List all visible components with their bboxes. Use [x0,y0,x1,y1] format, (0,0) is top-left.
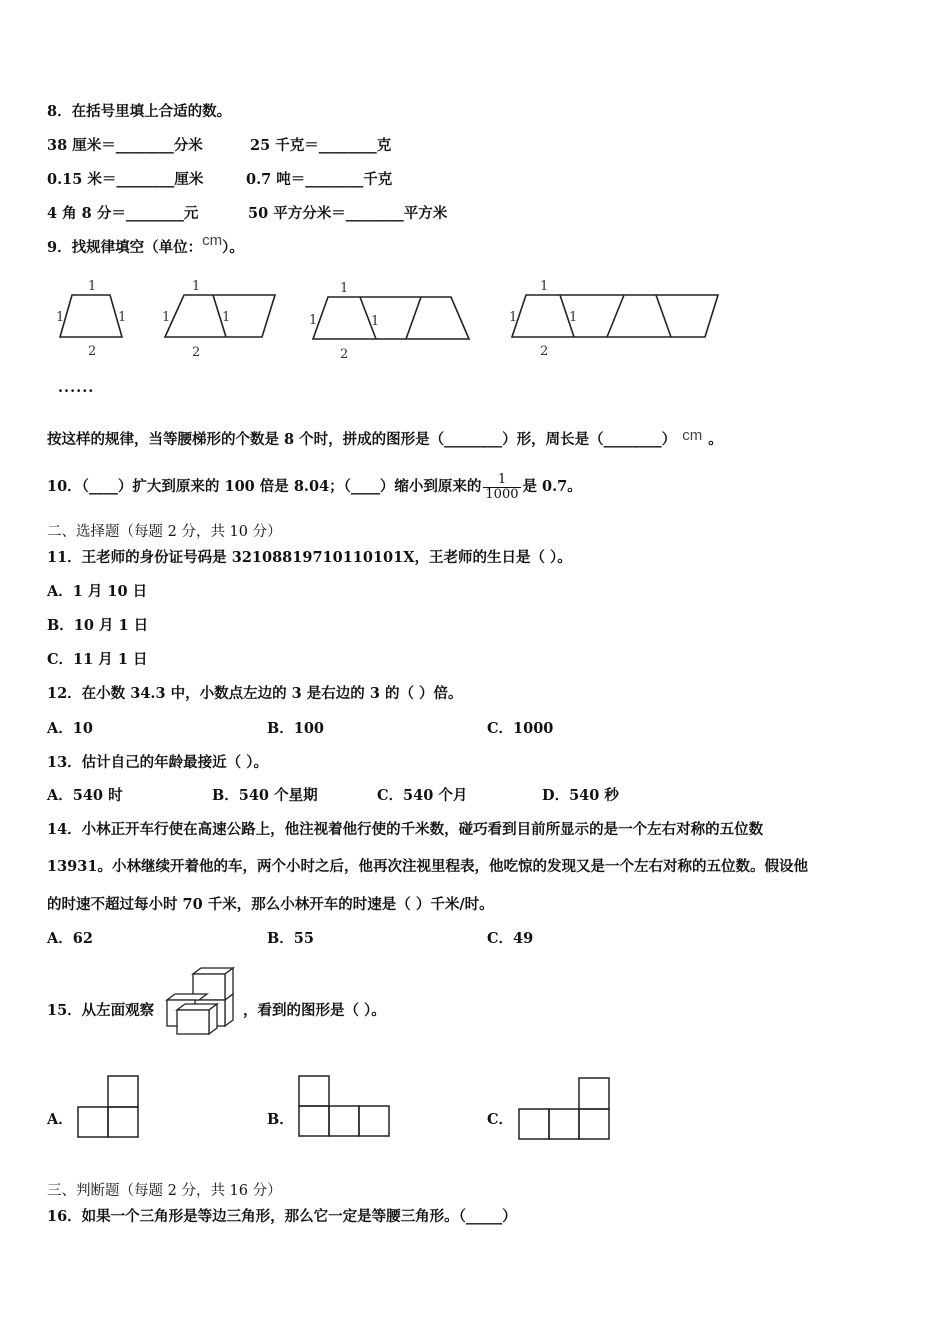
fig4-bottom-label: 2 [540,344,549,359]
fig3-left-label: 1 [309,313,318,328]
q9-question [47,427,723,450]
q8-row2-left: 0.15 米＝________厘米 [47,171,204,188]
q15-option-b-figure[interactable] [297,1074,391,1138]
fig2-bottom-label: 2 [192,345,201,360]
section2-heading: 二、选择题（每题 2 分，共 10 分） [47,524,282,540]
q13-option-c[interactable]: C．540 个月 [377,787,468,804]
q9-title [47,232,244,258]
q11-option-c[interactable]: C．11 月 1 日 [47,651,148,668]
fig1-right-label: 1 [118,310,127,325]
q9-unit: cm [202,232,223,249]
q14-line1: 14．小林正开车行使在高速公路上，他注视着他行使的千米数，碰巧看到目前所显示的是一个左右对称的五位数 [47,821,764,838]
q11-option-a[interactable]: A．1 月 10 日 [47,583,148,600]
fig1-bottom-label: 2 [88,344,97,359]
q10-frac-den: 1000 [485,486,519,502]
q15-part1: 15．从左面观察 [47,1002,155,1019]
q15-option-c[interactable]: C． [487,1111,514,1128]
fig4-mid-label: 1 [569,310,578,325]
q13-option-b[interactable]: B．540 个星期 [212,787,318,804]
q15-option-b[interactable]: B． [267,1111,294,1128]
q8-row3-right: 50 平方分米＝________平方米 [248,205,448,222]
fig4-left-label: 1 [509,310,518,325]
q13-option-d[interactable]: D．540 秒 [542,787,619,804]
q14-line2: 13931。小林继续开着他的车，两个小时之后，他再次注视里程表，他吃惊的发现又是一个左右对称的五位数。假设他 [47,858,808,875]
q15-option-c-figure[interactable] [517,1074,611,1140]
q8-row1-left: 38 厘米＝________分米 [47,137,203,154]
q8-row3-left: 4 角 8 分＝________元 [47,205,199,222]
q11-stem: 11．王老师的身份证号码是 32108819710110101X，王老师的生日是（ ）。 [47,549,572,566]
q9-title-end: ）。 [222,239,244,256]
q13-option-a[interactable]: A．540 时 [47,787,123,804]
q8-row2-right: 0.7 吨＝________千克 [246,171,393,188]
q10-part2: 是 0.7。 [522,478,582,495]
trapezoid-1 [60,295,122,337]
fig3-mid-label: 1 [371,314,380,329]
q14-option-b[interactable]: B．55 [267,930,314,947]
fig4-top-label: 1 [540,279,549,294]
q14-option-c[interactable]: C．49 [487,930,534,947]
q16-stem: 16．如果一个三角形是等边三角形，那么它一定是等腰三角形。（_____） [47,1208,517,1225]
section3-heading: 三、判断题（每题 2 分，共 16 分） [47,1183,282,1199]
q15-option-a[interactable]: A． [47,1111,73,1128]
q12-option-b[interactable]: B．100 [267,720,325,737]
q8-row1-right: 25 千克＝________克 [250,137,392,154]
fig2-left-label: 1 [162,310,171,325]
fig3-bottom-label: 2 [340,347,349,362]
fig1-top-label: 1 [88,279,97,294]
fig2-mid-label: 1 [222,310,231,325]
q10-frac-num: 1 [483,473,520,488]
fig3-top-label: 1 [340,281,349,296]
q14-option-a[interactable]: A．62 [47,930,93,947]
q9-question-text: 按这样的规律，当等腰梯形的个数是 8 个时，拼成的图形是（________）形，周长是（________） [47,431,677,448]
q10-part1: 10．（____）扩大到原来的 100 倍是 8.04；（____）缩小到原来的 [47,478,482,495]
q10 [47,472,582,502]
q11-option-b[interactable]: B．10 月 1 日 [47,617,149,634]
q12-option-c[interactable]: C．1000 [487,720,554,737]
trapezoid-pattern-figures [0,278,720,362]
q9-question-end: 。 [708,431,723,448]
fig2-top-label: 1 [192,279,201,294]
trapezoids-3 [313,297,469,339]
q12-stem: 12．在小数 34.3 中，小数点左边的 3 是右边的 3 的（ ）倍。 [47,685,463,702]
q15-part2: ，看到的图形是（ ）。 [243,1002,386,1019]
q10-fraction [483,473,520,502]
q12-option-a[interactable]: A．10 [47,720,93,737]
cube-stack-figure [163,960,243,1040]
q9-title-text: 9．找规律填空（单位： [47,239,203,256]
q14-line3: 的时速不超过每小时 70 千米，那么小林开车的时速是（ ）千米/时。 [47,896,494,913]
q15-option-a-figure[interactable] [77,1074,141,1140]
fig1-left-label: 1 [56,310,65,325]
q8-title: 8．在括号里填上合适的数。 [47,103,232,120]
q9-question-unit: cm [682,427,703,444]
q13-stem: 13．估计自己的年龄最接近（ ）。 [47,754,268,771]
q9-dots: ······ [58,383,95,400]
